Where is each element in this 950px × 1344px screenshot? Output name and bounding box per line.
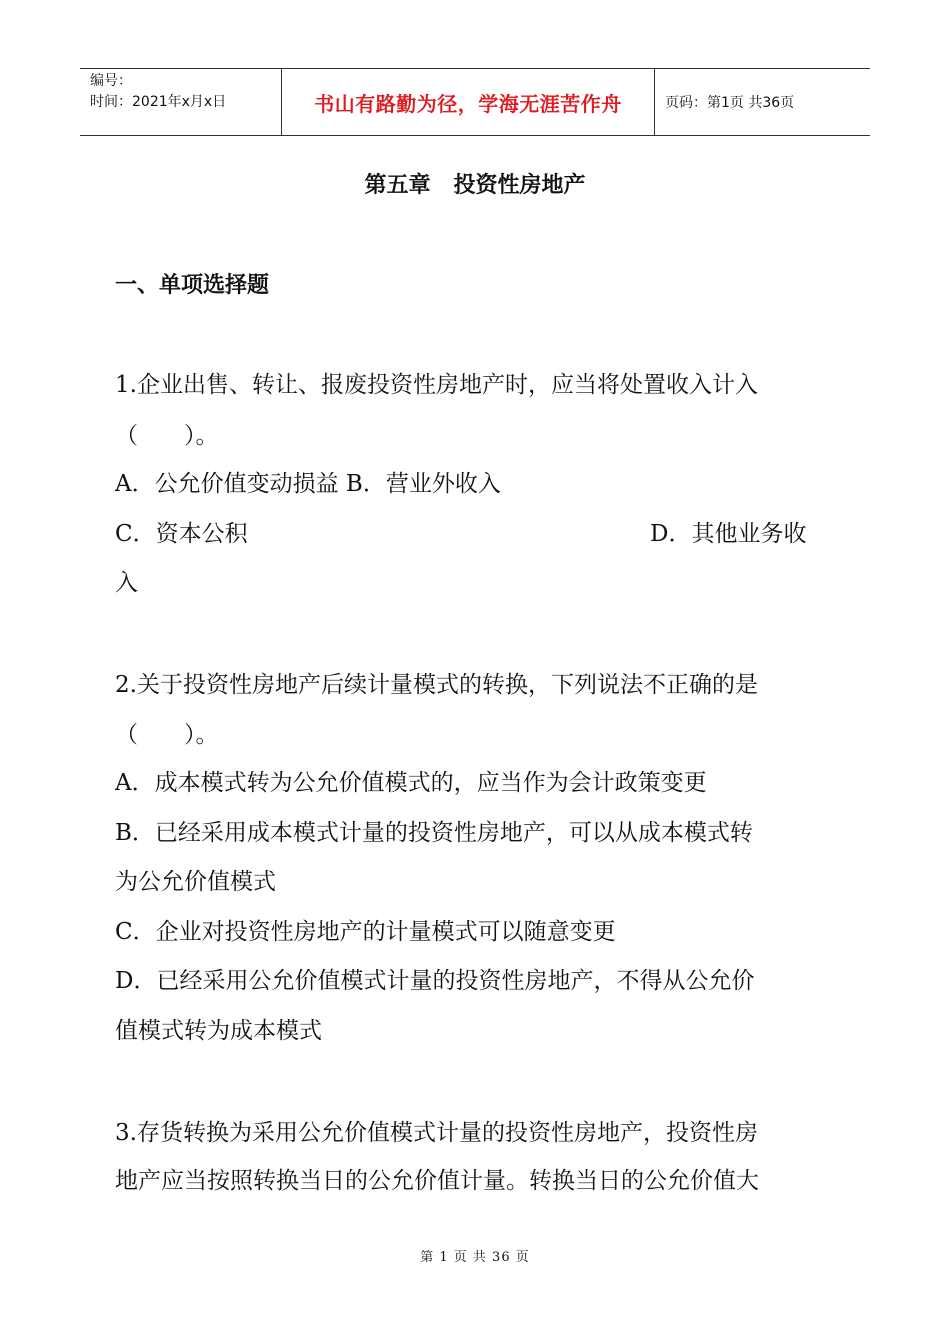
q2-option-d-line1: D．已经采用公允价值模式计量的投资性房地产，不得从公允价: [115, 968, 755, 994]
serial-label: 编号：: [90, 73, 132, 89]
q2-option-d-line2: 值模式转为成本模式: [115, 1018, 322, 1044]
page-footer: 第 1 页 共 36 页: [420, 1250, 530, 1265]
q1-option-d: D．其他业务收: [650, 521, 807, 547]
time-label: 时间：2021年x月x日: [90, 94, 227, 110]
q3-stem-line1: 3.存货转换为采用公允价值模式计量的投资性房地产，投资性房: [115, 1120, 758, 1146]
header-meta: [80, 69, 281, 135]
header-motto: 书山有路勤为径，学海无涯苦作舟: [281, 69, 655, 135]
q1-option-d-cont: 入: [115, 570, 138, 596]
q1-stem-line2: （ ）。: [115, 423, 219, 449]
chapter-title: 第五章 投资性房地产: [364, 173, 586, 198]
q1-stem-line1: 1.企业出售、转让、报废投资性房地产时，应当将处置收入计入: [115, 372, 758, 398]
q2-option-b-line1: B．已经采用成本模式计量的投资性房地产，可以从成本模式转: [115, 820, 753, 846]
page-header: [80, 68, 870, 136]
q2-stem-line2: （ ）。: [115, 722, 219, 748]
q2-stem-line1: 2.关于投资性房地产后续计量模式的转换，下列说法不正确的是: [115, 672, 758, 698]
q3-stem-line2: 地产应当按照转换当日的公允价值计量。转换当日的公允价值大: [115, 1168, 759, 1194]
header-page-info: 页码：第1页 共36页: [665, 95, 795, 111]
q2-option-a: A．成本模式转为公允价值模式的，应当作为会计政策变更: [115, 770, 707, 796]
q1-option-a-b: A．公允价值变动损益 B．营业外收入: [115, 471, 501, 497]
q1-option-c: C．资本公积: [115, 521, 248, 547]
section-title: 一、单项选择题: [115, 273, 270, 298]
q2-option-b-line2: 为公允价值模式: [115, 869, 276, 895]
q2-option-c: C．企业对投资性房地产的计量模式可以随意变更: [115, 919, 616, 945]
